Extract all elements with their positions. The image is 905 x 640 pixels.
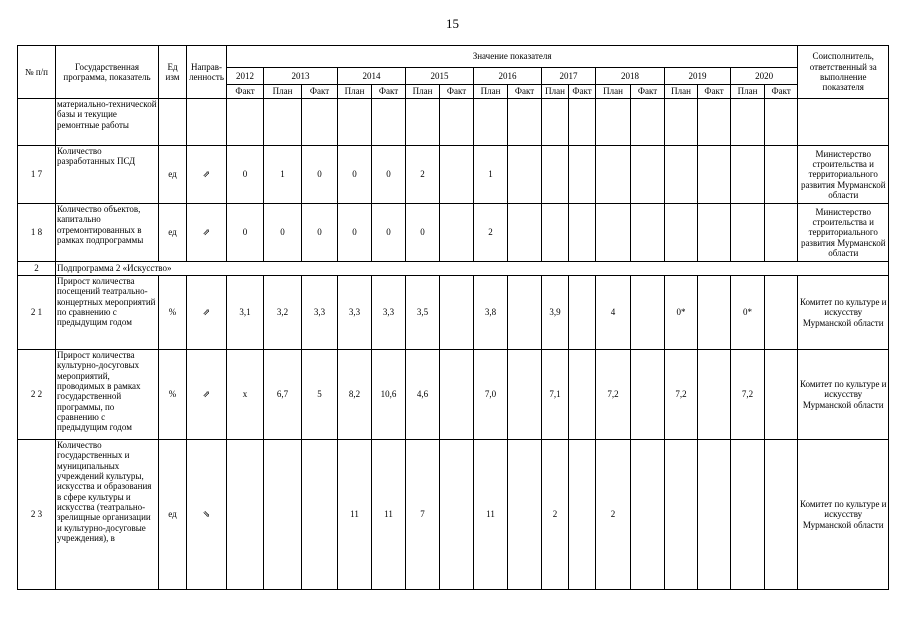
value-cell: [440, 440, 474, 590]
direction-arrow-icon: ⇗: [187, 204, 227, 262]
value-cell: 11: [338, 440, 372, 590]
value-cell: 3,3: [338, 276, 372, 350]
value-cell: [372, 99, 406, 146]
value-cell: [698, 350, 731, 440]
value-cell: [440, 146, 474, 204]
value-cell: [264, 99, 302, 146]
subhead-fact: Факт: [508, 85, 542, 99]
direction-arrow-icon: ⇗: [187, 350, 227, 440]
value-cell: 4,6: [406, 350, 440, 440]
page-number: 15: [446, 16, 459, 31]
unit-cell: ед: [159, 440, 187, 590]
value-cell: [569, 99, 596, 146]
year-2017: 2017: [542, 68, 596, 85]
value-cell: 0: [372, 146, 406, 204]
header-unit: Ед изм: [159, 46, 187, 99]
value-cell: 7,2: [731, 350, 765, 440]
subhead-plan: План: [596, 85, 631, 99]
value-cell: [631, 440, 665, 590]
value-cell: 1: [474, 146, 508, 204]
value-cell: [665, 146, 698, 204]
table-row: [18, 262, 889, 276]
row-number: 1 7: [18, 146, 56, 204]
value-cell: [765, 276, 798, 350]
table-row: [18, 350, 889, 440]
value-cell: 4: [596, 276, 631, 350]
value-cell: [569, 146, 596, 204]
direction-arrow-icon: ⇗: [187, 276, 227, 350]
value-cell: [731, 99, 765, 146]
value-cell: [765, 146, 798, 204]
subhead-plan: План: [264, 85, 302, 99]
value-cell: 7,1: [542, 350, 569, 440]
value-cell: 7,2: [596, 350, 631, 440]
value-cell: 3,3: [302, 276, 338, 350]
unit-cell: %: [159, 276, 187, 350]
value-cell: 3,3: [372, 276, 406, 350]
value-cell: [665, 99, 698, 146]
value-cell: [631, 276, 665, 350]
value-cell: 0*: [731, 276, 765, 350]
header-num: № п/п: [18, 46, 56, 99]
direction-arrow-icon: ⇗: [187, 146, 227, 204]
unit-cell: %: [159, 350, 187, 440]
value-cell: [508, 146, 542, 204]
value-cell: 1: [264, 146, 302, 204]
value-cell: [631, 204, 665, 262]
value-cell: 0: [227, 204, 264, 262]
value-cell: [569, 204, 596, 262]
value-cell: [542, 146, 569, 204]
year-2013: 2013: [264, 68, 338, 85]
subhead-fact: Факт: [631, 85, 665, 99]
indicator-name: Количество государственных и муниципальных учреждений культуры, искусства и образования в сфере культуры и искусства (театрально-зрелищные организации и культурно-досуговые учреждения), в: [56, 440, 159, 590]
value-cell: [569, 350, 596, 440]
year-2018: 2018: [596, 68, 665, 85]
value-cell: 6,7: [264, 350, 302, 440]
subhead-fact: Факт: [765, 85, 798, 99]
unit-cell: ед: [159, 204, 187, 262]
value-cell: 7,2: [665, 350, 698, 440]
value-cell: [698, 146, 731, 204]
value-cell: [508, 204, 542, 262]
value-cell: [227, 99, 264, 146]
value-cell: [765, 350, 798, 440]
value-cell: [440, 204, 474, 262]
value-cell: [227, 440, 264, 590]
value-cell: [731, 440, 765, 590]
value-cell: 0: [227, 146, 264, 204]
value-cell: 0: [302, 146, 338, 204]
value-cell: 3,1: [227, 276, 264, 350]
subhead-fact: Факт: [227, 85, 264, 99]
subhead-plan: План: [338, 85, 372, 99]
table-row: [18, 99, 889, 146]
value-cell: [302, 440, 338, 590]
row-number: 2 3: [18, 440, 56, 590]
value-cell: [508, 99, 542, 146]
year-2019: 2019: [665, 68, 731, 85]
row-number: [18, 99, 56, 146]
value-cell: [665, 204, 698, 262]
subhead-plan: План: [665, 85, 698, 99]
year-2014: 2014: [338, 68, 406, 85]
value-cell: [508, 276, 542, 350]
table-body: [18, 99, 889, 590]
value-cell: 8,2: [338, 350, 372, 440]
value-cell: [338, 99, 372, 146]
coexecutor-cell: Комитет по культуре и искусству Мурманской области: [798, 350, 889, 440]
value-cell: 0: [338, 146, 372, 204]
value-cell: 5: [302, 350, 338, 440]
value-cell: [542, 99, 569, 146]
value-cell: [698, 204, 731, 262]
indicator-name: материально-технической базы и текущие ремонтные работы: [56, 99, 159, 146]
indicator-name: Количество объектов, капитально отремонтированных в рамках подпрограммы: [56, 204, 159, 262]
value-cell: 3,9: [542, 276, 569, 350]
coexecutor-cell: [798, 99, 889, 146]
value-cell: [569, 440, 596, 590]
value-cell: [665, 440, 698, 590]
value-cell: [596, 99, 631, 146]
value-cell: [302, 99, 338, 146]
value-cell: [631, 350, 665, 440]
year-2015: 2015: [406, 68, 474, 85]
value-cell: 0: [338, 204, 372, 262]
value-cell: х: [227, 350, 264, 440]
row-number: 2 1: [18, 276, 56, 350]
value-cell: 0: [264, 204, 302, 262]
value-cell: 7: [406, 440, 440, 590]
value-cell: 7,0: [474, 350, 508, 440]
value-cell: [765, 204, 798, 262]
indicator-name: Количество разработанных ПСД: [56, 146, 159, 204]
value-cell: [596, 146, 631, 204]
value-cell: [698, 276, 731, 350]
value-cell: [440, 276, 474, 350]
value-cell: 3,2: [264, 276, 302, 350]
coexecutor-cell: Министерство строительства и территориального развития Мурманской области: [798, 146, 889, 204]
section-title: Подпрограмма 2 «Искусство»: [56, 262, 889, 276]
value-cell: 0*: [665, 276, 698, 350]
subhead-plan: План: [542, 85, 569, 99]
table-row: [18, 204, 889, 262]
subhead-fact: Факт: [440, 85, 474, 99]
year-2012: 2012: [227, 68, 264, 85]
year-2020: 2020: [731, 68, 798, 85]
indicator-name: Прирост количества посещений театрально-концертных мероприятий по сравнению с предыдущим годом: [56, 276, 159, 350]
subhead-fact: Факт: [698, 85, 731, 99]
value-cell: [406, 99, 440, 146]
value-cell: 2: [406, 146, 440, 204]
value-cell: [698, 440, 731, 590]
value-cell: [731, 204, 765, 262]
value-cell: 11: [372, 440, 406, 590]
unit-cell: ед: [159, 146, 187, 204]
value-cell: 2: [596, 440, 631, 590]
value-cell: [440, 350, 474, 440]
coexecutor-cell: Министерство строительства и территориального развития Мурманской области: [798, 204, 889, 262]
subhead-plan: План: [406, 85, 440, 99]
value-cell: 2: [474, 204, 508, 262]
table-row: [18, 440, 889, 590]
value-cell: [596, 204, 631, 262]
row-number: 1 8: [18, 204, 56, 262]
row-number: 2: [18, 262, 56, 276]
value-cell: [569, 276, 596, 350]
value-cell: [474, 99, 508, 146]
value-cell: [765, 440, 798, 590]
coexecutor-cell: Комитет по культуре и искусству Мурманской области: [798, 276, 889, 350]
value-cell: 0: [302, 204, 338, 262]
value-cell: [698, 99, 731, 146]
direction-arrow-icon: [187, 99, 227, 146]
value-cell: [542, 204, 569, 262]
coexecutor-cell: Комитет по культуре и искусству Мурманской области: [798, 440, 889, 590]
value-cell: [631, 146, 665, 204]
year-2016: 2016: [474, 68, 542, 85]
value-cell: [440, 99, 474, 146]
header-direction: Направ-ленность: [187, 46, 227, 99]
indicator-name: Прирост количества культурно-досуговых мероприятий, проводимых в рамках государственной программы, по сравнению с предыдущим годом: [56, 350, 159, 440]
row-number: 2 2: [18, 350, 56, 440]
value-cell: 3,8: [474, 276, 508, 350]
header-coexecutor: Соисполнитель, ответственный за выполнение показателя: [798, 46, 889, 99]
value-cell: 3,5: [406, 276, 440, 350]
header-value: Значение показателя: [227, 46, 798, 68]
value-cell: [264, 440, 302, 590]
subhead-fact: Факт: [372, 85, 406, 99]
value-cell: 10,6: [372, 350, 406, 440]
direction-arrow-icon: ⇘: [187, 440, 227, 590]
value-cell: 0: [406, 204, 440, 262]
value-cell: [508, 440, 542, 590]
subhead-fact: Факт: [302, 85, 338, 99]
indicators-table: [17, 45, 889, 590]
table-row: [18, 276, 889, 350]
unit-cell: [159, 99, 187, 146]
header-program: Государственная программа, показатель: [56, 46, 159, 99]
subhead-plan: План: [731, 85, 765, 99]
value-cell: [508, 350, 542, 440]
table-row: [18, 146, 889, 204]
subhead-fact: Факт: [569, 85, 596, 99]
value-cell: [731, 146, 765, 204]
value-cell: 11: [474, 440, 508, 590]
value-cell: [631, 99, 665, 146]
value-cell: [765, 99, 798, 146]
subhead-plan: План: [474, 85, 508, 99]
value-cell: 2: [542, 440, 569, 590]
value-cell: 0: [372, 204, 406, 262]
